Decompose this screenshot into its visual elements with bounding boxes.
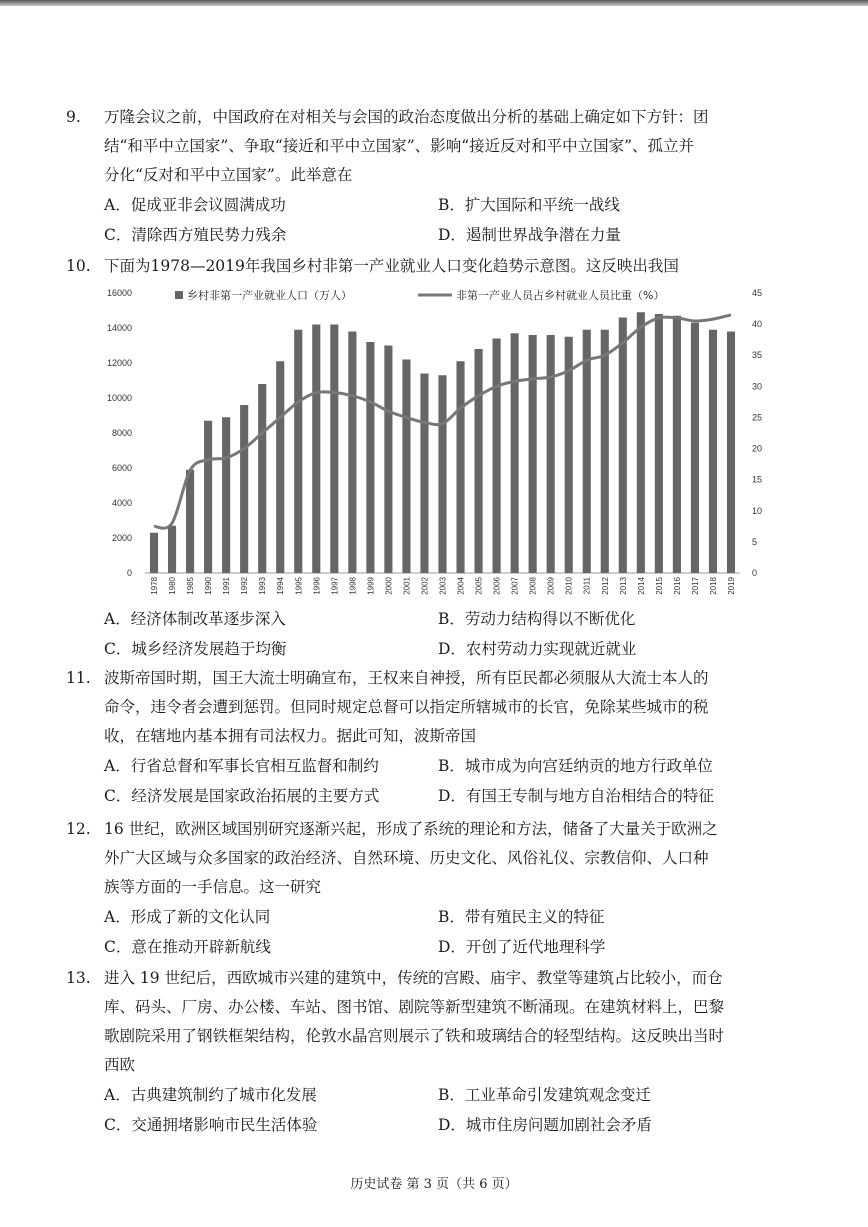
question-number: 11.	[66, 669, 91, 687]
x-tick-label: 2019	[726, 577, 736, 595]
y-left-tick-label: 6000	[111, 463, 132, 473]
legend-bar-label: 乡村非第一产业就业人口（万人）	[187, 289, 352, 302]
question-stem-line: 命令，违令者会遭到惩罚。但同时规定总督可以指定所辖城市的长官，免除某些城市的税	[104, 698, 709, 716]
y-left-tick-label: 16000	[106, 288, 132, 298]
x-tick-label: 2011	[582, 577, 592, 595]
option-row	[66, 604, 786, 634]
x-tick-label: 1991	[222, 577, 232, 595]
option-b: B．扩大国际和平统一战线	[438, 196, 620, 214]
x-tick-label: 2013	[618, 577, 628, 595]
x-tick-label: 1998	[348, 577, 358, 595]
bar	[727, 332, 735, 574]
question-number: 13.	[66, 969, 91, 987]
option-row	[66, 932, 786, 962]
bar	[366, 342, 374, 573]
question-text: 万隆会议之前，中国政府在对相关与会国的政治态度做出分析的基础上确定如下方针：团	[104, 108, 709, 126]
y-right-tick-label: 25	[752, 412, 763, 423]
employment-chart	[100, 283, 763, 603]
question-10-options	[66, 604, 786, 664]
option-row	[66, 751, 786, 781]
question-stem-line	[66, 252, 786, 281]
bar	[402, 360, 410, 574]
option-c: C．意在推动开辟新航线	[104, 938, 271, 956]
y-left-tick-label: 0	[126, 568, 132, 578]
bar	[384, 346, 392, 574]
option-c: C．城乡经济发展趋于均衡	[104, 640, 287, 658]
option-row	[66, 190, 786, 220]
page-footer: 历史试卷 第 3 页（共 6 页）	[350, 1177, 518, 1192]
option-row	[66, 781, 786, 811]
x-tick-label: 1978	[150, 577, 160, 595]
bar	[475, 349, 483, 573]
option-a: A．促成亚非会议圆满成功	[104, 196, 286, 214]
option-row	[66, 902, 786, 932]
question-10	[66, 252, 786, 281]
y-right-tick-label: 30	[752, 381, 763, 392]
question-stem-line	[66, 815, 786, 844]
x-tick-label: 2018	[708, 577, 718, 595]
question-text: 波斯帝国时期，国王大流士明确宣布，王权来自神授，所有臣民都必须服从大流士本人的	[104, 669, 709, 687]
y-right-tick-label: 40	[752, 319, 763, 330]
question-stem-line	[66, 664, 786, 693]
x-tick-label: 2002	[420, 577, 430, 595]
question-stem-line: 歌剧院采用了钢铁框架结构，伦敦水晶宫则展示了铁和玻璃结合的轻型结构。这反映出当时	[104, 1027, 725, 1045]
question-stem-line: 西欧	[104, 1056, 136, 1074]
option-row	[66, 220, 786, 250]
bar	[583, 330, 591, 573]
question-stem-line	[66, 103, 786, 132]
y-right-tick-label: 45	[752, 288, 763, 298]
bar	[547, 335, 555, 573]
question-number: 9.	[66, 108, 81, 126]
option-b: B．带有殖民主义的特征	[438, 908, 605, 926]
y-right-tick-label: 20	[752, 443, 763, 454]
bar	[204, 421, 212, 573]
top-edge-rule	[0, 0, 868, 6]
y-right-tick-label: 10	[752, 505, 763, 516]
x-tick-label: 1980	[168, 577, 178, 595]
bar	[637, 312, 645, 573]
legend-bar-swatch	[175, 291, 183, 299]
bar	[276, 361, 284, 573]
y-left-tick-label: 10000	[106, 393, 132, 403]
question-13	[66, 964, 786, 1140]
question-9	[66, 103, 786, 250]
bar	[186, 470, 194, 573]
bar	[456, 361, 464, 573]
bar	[420, 374, 428, 574]
bar	[150, 533, 158, 573]
bar	[601, 330, 609, 573]
bar	[511, 333, 519, 573]
option-a: A．古典建筑制约了城市化发展	[104, 1086, 317, 1104]
question-stem-line: 外广大区域与众多国家的政治经济、自然环境、历史文化、风俗礼仪、宗教信仰、人口种	[104, 849, 709, 867]
question-stem-line: 收，在辖地内基本拥有司法权力。据此可知，波斯帝国	[104, 727, 477, 745]
option-a: A．形成了新的文化认同	[104, 908, 271, 926]
bar	[619, 318, 627, 574]
bar	[673, 316, 681, 573]
option-d: D．开创了近代地理科学	[438, 938, 606, 956]
bar	[709, 330, 717, 573]
option-b: B．劳动力结构得以不断优化	[438, 610, 636, 628]
option-row	[66, 1080, 786, 1110]
option-c: C．清除西方殖民势力残余	[104, 226, 287, 244]
x-tick-label: 2000	[384, 577, 394, 595]
option-a: A．经济体制改革逐步深入	[104, 610, 286, 628]
x-tick-label: 2008	[528, 577, 538, 595]
x-tick-label: 2010	[564, 577, 574, 595]
x-tick-label: 2007	[510, 577, 520, 595]
legend-line-label: 非第一产业人员占乡村就业人员比重（%）	[456, 289, 665, 302]
bar	[493, 339, 501, 574]
bar	[168, 526, 176, 573]
question-stem-line	[66, 964, 786, 993]
x-tick-label: 2001	[402, 577, 412, 595]
x-tick-label: 2009	[546, 577, 556, 595]
x-tick-label: 2016	[672, 577, 682, 595]
y-right-tick-label: 15	[752, 474, 763, 485]
x-tick-label: 1996	[312, 577, 322, 595]
x-tick-label: 1992	[240, 577, 250, 595]
question-text: 下面为1978—2019年我国乡村非第一产业就业人口变化趋势示意图。这反映出我国	[104, 257, 679, 275]
question-text: 进入 19 世纪后，西欧城市兴建的建筑中，传统的宫殿、庙宇、教堂等建筑占比较小，而仓	[104, 969, 723, 987]
option-d: D．城市住房问题加剧社会矛盾	[438, 1116, 652, 1134]
option-a: A．行省总督和军事长官相互监督和制约	[104, 757, 379, 775]
x-tick-label: 1993	[258, 577, 268, 595]
x-tick-label: 2004	[456, 577, 466, 595]
y-left-tick-label: 4000	[111, 498, 132, 508]
y-right-tick-label: 0	[752, 568, 758, 578]
bar	[330, 325, 338, 574]
x-tick-label: 1994	[276, 577, 286, 595]
bar	[438, 375, 446, 573]
question-stem-line: 分化“反对和平中立国家”。此举意在	[104, 166, 353, 184]
question-stem-line: 结“和平中立国家”、争取“接近和平中立国家”、影响“接近反对和平中立国家”、孤立并	[104, 137, 695, 155]
option-d: D．农村劳动力实现就近就业	[438, 640, 637, 658]
bar	[222, 417, 230, 573]
x-tick-label: 2012	[600, 577, 610, 595]
bar	[312, 325, 320, 574]
y-left-tick-label: 14000	[106, 323, 132, 333]
y-left-tick-label: 2000	[111, 533, 132, 543]
x-tick-label: 2017	[690, 577, 700, 595]
x-tick-label: 1999	[366, 577, 376, 595]
x-tick-label: 2005	[474, 577, 484, 595]
question-11	[66, 664, 786, 811]
question-text: 16 世纪，欧洲区域国别研究逐渐兴起，形成了系统的理论和方法，储备了大量关于欧洲之	[104, 820, 718, 838]
option-d: D．遏制世界战争潜在力量	[438, 226, 621, 244]
y-left-tick-label: 8000	[111, 428, 132, 438]
x-tick-label: 1997	[330, 577, 340, 595]
option-c: C．经济发展是国家政治拓展的主要方式	[104, 787, 380, 805]
x-tick-label: 1990	[204, 577, 214, 595]
bar	[258, 384, 266, 573]
option-b: B．城市成为向宫廷纳贡的地方行政单位	[438, 757, 713, 775]
x-tick-label: 1995	[294, 577, 304, 595]
question-stem-line: 族等方面的一手信息。这一研究	[104, 878, 322, 896]
question-stem-line: 库、码头、厂房、办公楼、车站、图书馆、剧院等新型建筑不断涌现。在建筑材料上，巴黎	[104, 998, 725, 1016]
bar	[294, 330, 302, 573]
x-tick-label: 2006	[492, 577, 502, 595]
x-tick-label: 2003	[438, 577, 448, 595]
option-d: D．有国王专制与地方自治相结合的特征	[438, 787, 714, 805]
question-number: 10.	[66, 257, 91, 275]
x-tick-label: 1985	[186, 577, 196, 595]
x-tick-label: 2014	[636, 577, 646, 595]
option-row	[66, 1110, 786, 1140]
option-c: C．交通拥堵影响市民生活体验	[104, 1116, 318, 1134]
question-number: 12.	[66, 820, 91, 838]
x-tick-label: 2015	[654, 577, 664, 595]
question-12	[66, 815, 786, 962]
y-right-tick-label: 35	[752, 350, 763, 361]
bar	[348, 332, 356, 574]
y-right-tick-label: 5	[752, 536, 758, 547]
y-left-tick-label: 12000	[106, 358, 132, 368]
bar	[655, 314, 663, 573]
bar	[529, 335, 537, 573]
bar	[240, 405, 248, 573]
bar	[691, 323, 699, 573]
option-row	[66, 634, 786, 664]
option-b: B．工业革命引发建筑观念变迁	[438, 1086, 651, 1104]
